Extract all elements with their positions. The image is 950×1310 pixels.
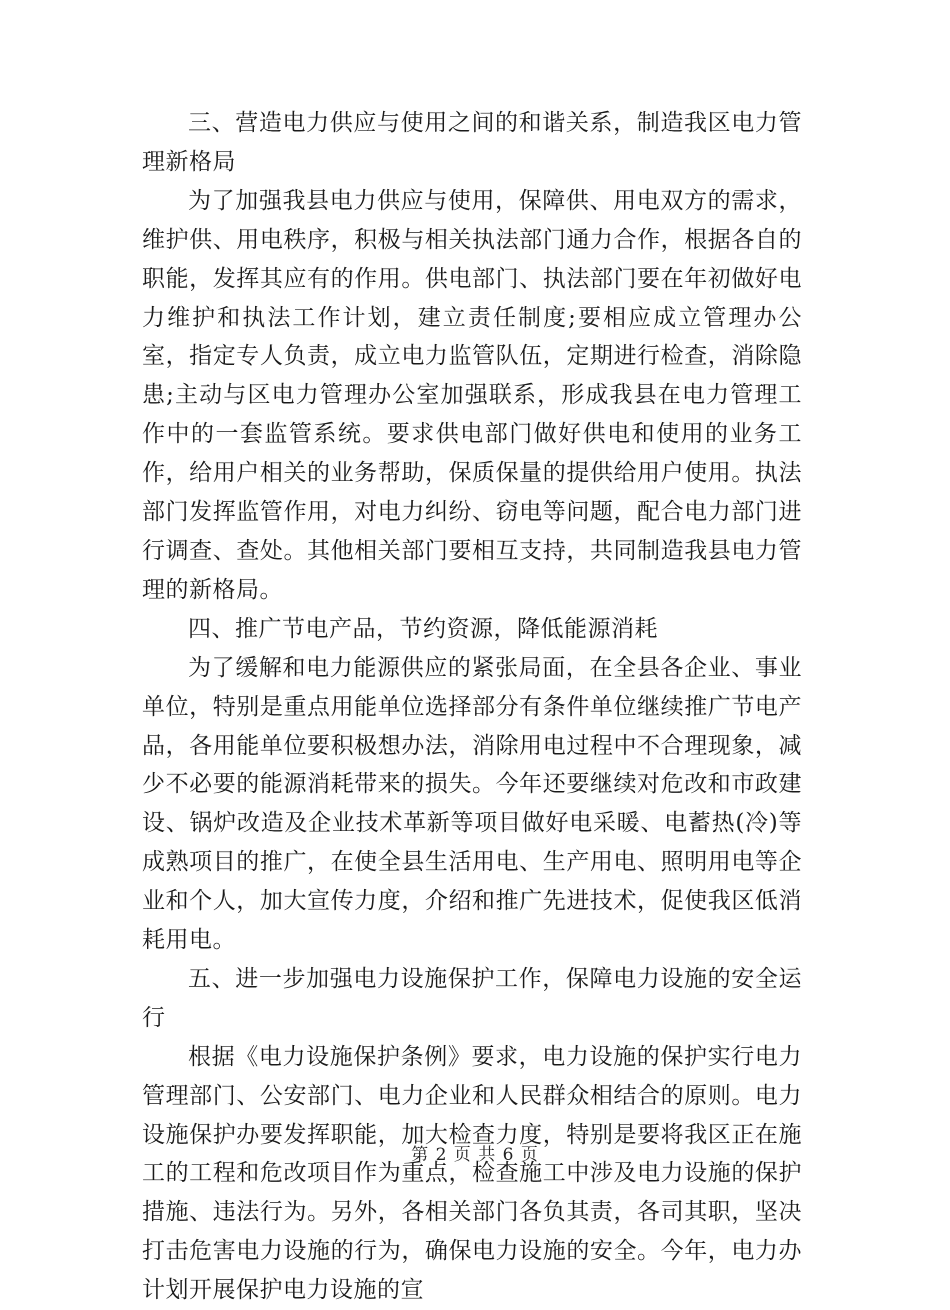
body-paragraph-2: 为了缓解和电力能源供应的紧张局面，在全县各企业、事业单位，特别是重点用能单位选择部分有条件单位继续推广节电产品，各用能单位要积极想办法，消除用电过程中不合理现象，减少不必要的能源消耗带来的损失。今年还要继续对危改和市政建设、锅炉改造及企业技术革新等项目做好电采暖、电蓄热(冷)等成熟项目的推广，在使全县生活用电、生产用电、照明用电等企业和个人，加大宣传力度，介绍和推广先进技术，促使我区低消耗用电。	[142, 654, 802, 954]
body-paragraph-3: 根据《电力设施保护条例》要求，电力设施的保护实行电力管理部门、公安部门、电力企业和人民群众相结合的原则。电力设施保护办要发挥职能，加大检查力度，特别是要将我区正在施工的工程和危改项目作为重点，检查施工中涉及电力设施的保护措施、违法行为。另外，各相关部门各负其责，各司其职，坚决打击危害电力设施的行为，确保电力设施的安全。今年，电力办计划开展保护电力设施的宣	[142, 1043, 802, 1304]
document-body	[142, 104, 802, 1310]
page-label-suffix: 页	[520, 1145, 539, 1165]
section-heading-4: 四、推广节电产品，节约资源，降低能源消耗	[188, 615, 658, 642]
current-page-number: 2	[435, 1145, 448, 1165]
page-footer	[0, 1143, 950, 1167]
total-pages-number: 6	[502, 1145, 515, 1165]
section-heading-5: 五、进一步加强电力设施保护工作，保障电力设施的安全运行	[142, 965, 802, 1031]
page-label-mid: 页 共	[453, 1145, 497, 1165]
body-paragraph-1: 为了加强我县电力供应与使用，保障供、用电双方的需求，维护供、用电秩序，积极与相关执法部门通力合作，根据各自的职能，发挥其应有的作用。供电部门、执法部门要在年初做好电力维护和执法工作计划，建立责任制度;要相应成立管理办公室，指定专人负责，成立电力监管队伍，定期进行检查，消除隐患;主动与区电力管理办公室加强联系，形成我县在电力管理工作中的一套监管系统。要求供电部门做好供电和使用的业务工作，给用户相关的业务帮助，保质保量的提供给用户使用。执法部门发挥监管作用，对电力纠纷、窃电等问题，配合电力部门进行调查、查处。其他相关部门要相互支持，共同制造我县电力管理的新格局。	[142, 187, 802, 603]
page-label-prefix: 第	[411, 1145, 430, 1165]
section-heading-3: 三、营造电力供应与使用之间的和谐关系，制造我区电力管理新格局	[142, 110, 802, 175]
